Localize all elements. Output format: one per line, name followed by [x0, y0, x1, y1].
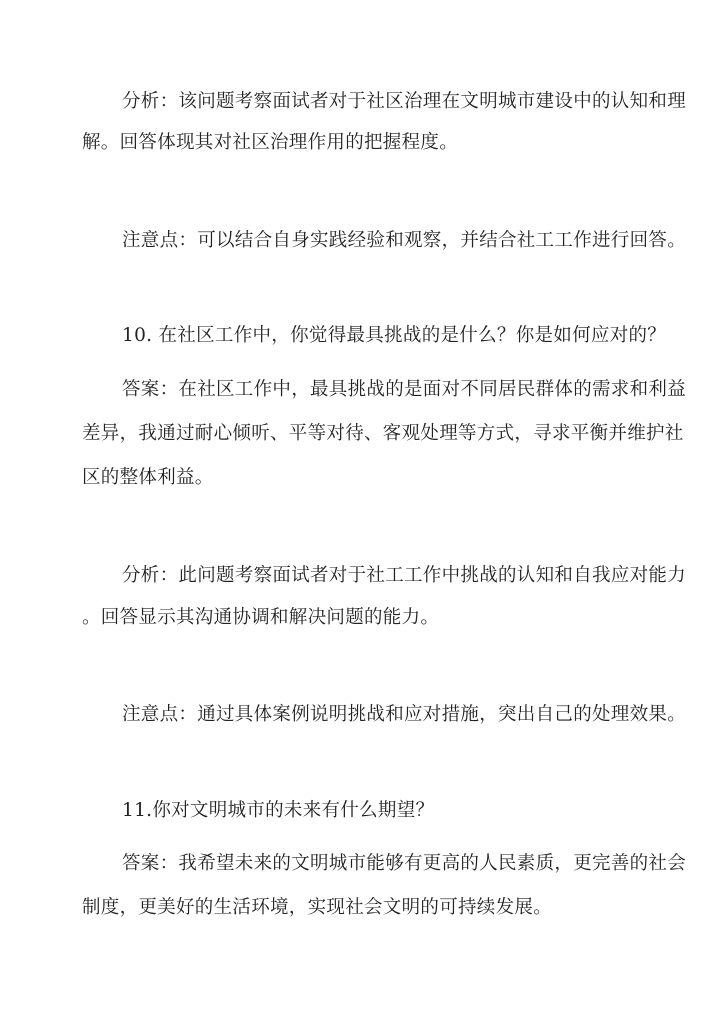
text-line: 11.你对文明城市的未来有什么期望？	[122, 800, 435, 821]
text-line: 区的整体利益。	[82, 467, 214, 488]
text-line: 答案：我希望未来的文明城市能够有更高的人民素质，更完善的社会	[122, 853, 687, 874]
text-line: 制度，更美好的生活环境，实现社会文明的可持续发展。	[82, 897, 553, 918]
text-line: 分析：此问题考察面试者对于社工工作中挑战的认知和自我应对能力	[122, 565, 687, 586]
text-line: 差异，我通过耐心倾听、平等对待、客观处理等方式，寻求平衡并维护社	[82, 423, 684, 444]
text-line: 答案：在社区工作中，最具挑战的是面对不同居民群体的需求和利益	[122, 379, 687, 400]
text-line: 注意点：通过具体案例说明挑战和应对措施，突出自己的处理效果。	[122, 704, 687, 725]
text-line: 解。回答体现其对社区治理作用的把握程度。	[82, 132, 459, 153]
text-line: 10. 在社区工作中，你觉得最具挑战的是什么？你是如何应对的？	[122, 325, 667, 346]
text-line: 分析：该问题考察面试者对于社区治理在文明城市建设中的认知和理	[122, 91, 687, 112]
text-line: 。回答显示其沟通协调和解决问题的能力。	[82, 607, 440, 628]
text-line: 注意点：可以结合自身实践经验和观察，并结合社工工作进行回答。	[122, 230, 687, 251]
